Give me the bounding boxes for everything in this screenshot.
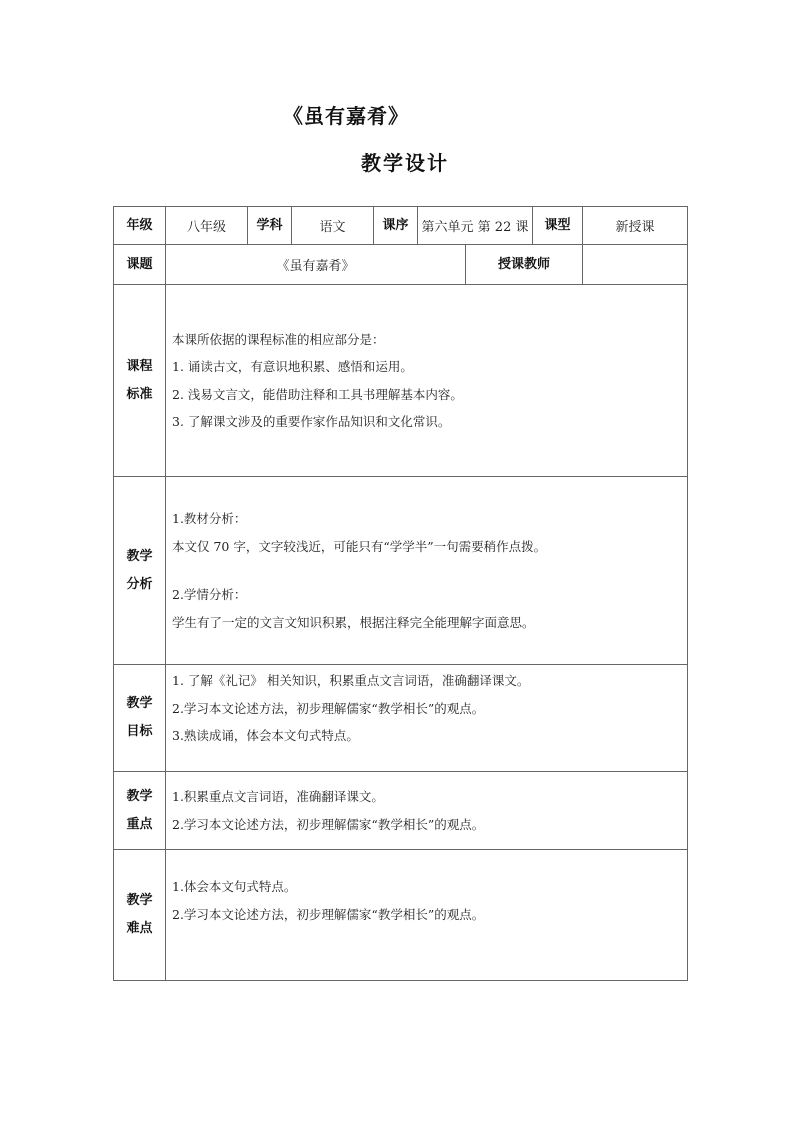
document-title: 《虽有嘉肴》 — [283, 104, 409, 128]
key-points-row — [114, 772, 688, 850]
teacher-value — [583, 245, 688, 285]
student-analysis-heading: 2.学情分析： — [172, 587, 247, 602]
standard-label-line2: 标准 — [126, 386, 153, 402]
goal-line: 3.熟读成诵，体会本文句式特点。 — [172, 728, 359, 743]
difficulty-line: 2.学习本文论述方法，初步理解儒家“教学相长”的观点。 — [172, 906, 485, 922]
difficulties-content — [166, 850, 688, 981]
goal-line: 1. 了解《礼记》 相关知识，积累重点文言词语，准确翻译课文。 — [172, 673, 530, 688]
topic-label: 课题 — [114, 245, 166, 285]
goals-label-line1: 教学 — [126, 696, 153, 711]
standard-line: 1. 诵读古文，有意识地积累、感悟和运用。 — [172, 359, 413, 374]
goals-row — [114, 665, 688, 772]
key-point-line: 2.学习本文论述方法，初步理解儒家“教学相长”的观点。 — [172, 816, 485, 832]
difficulties-label-line1: 教学 — [126, 893, 153, 908]
key-points-label — [114, 772, 166, 850]
key-point-line: 1.积累重点文言词语，准确翻译课文。 — [172, 789, 384, 804]
analysis-row — [114, 477, 688, 665]
difficulty-line: 1.体会本文句式特点。 — [172, 879, 297, 894]
goals-label — [114, 665, 166, 772]
grade-label: 年级 — [114, 207, 166, 245]
standard-row — [114, 285, 688, 477]
type-label: 课型 — [533, 207, 583, 245]
analysis-label — [114, 477, 166, 665]
standard-label-line1: 课程 — [126, 358, 153, 374]
document-subtitle: 教学设计 — [361, 151, 449, 175]
type-value: 新授课 — [583, 207, 688, 245]
analysis-content — [166, 477, 688, 665]
standard-line: 本课所依据的课程标准的相应部分是： — [172, 331, 385, 347]
key-points-content — [166, 772, 688, 850]
subject-value: 语文 — [292, 207, 374, 245]
goals-content — [166, 665, 688, 772]
standard-label — [114, 285, 166, 477]
teacher-label: 授课教师 — [466, 245, 583, 285]
difficulties-label — [114, 850, 166, 981]
grade-value: 八年级 — [166, 207, 248, 245]
analysis-label-line2: 分析 — [126, 576, 153, 592]
key-points-label-line1: 教学 — [126, 788, 153, 804]
goal-line: 2.学习本文论述方法，初步理解儒家“教学相长”的观点。 — [172, 700, 485, 716]
key-points-label-line2: 重点 — [126, 816, 153, 832]
standard-content — [166, 285, 688, 477]
difficulties-label-line2: 难点 — [126, 921, 153, 936]
lesson-design-table — [113, 206, 688, 981]
subject-label: 学科 — [248, 207, 292, 245]
standard-line: 3. 了解课文涉及的重要作家作品知识和文化常识。 — [172, 414, 451, 429]
sequence-value: 第六单元 第 22 课 — [418, 207, 533, 245]
topic-value: 《虽有嘉肴》 — [166, 245, 466, 285]
topic-row — [114, 245, 688, 285]
material-analysis-heading: 1.教材分析： — [172, 511, 247, 526]
material-analysis-text: 本文仅 70 字，文字较浅近，可能只有“学学半”一句需要稍作点拨。 — [172, 538, 547, 554]
info-row — [114, 207, 688, 245]
standard-line: 2. 浅易文言文，能借助注释和工具书理解基本内容。 — [172, 386, 463, 402]
student-analysis-text: 学生有了一定的文言文知识积累，根据注释完全能理解字面意思。 — [172, 614, 535, 630]
sequence-label: 课序 — [374, 207, 418, 245]
difficulties-row — [114, 850, 688, 981]
analysis-label-line1: 教学 — [126, 548, 153, 564]
goals-label-line2: 目标 — [126, 724, 153, 739]
